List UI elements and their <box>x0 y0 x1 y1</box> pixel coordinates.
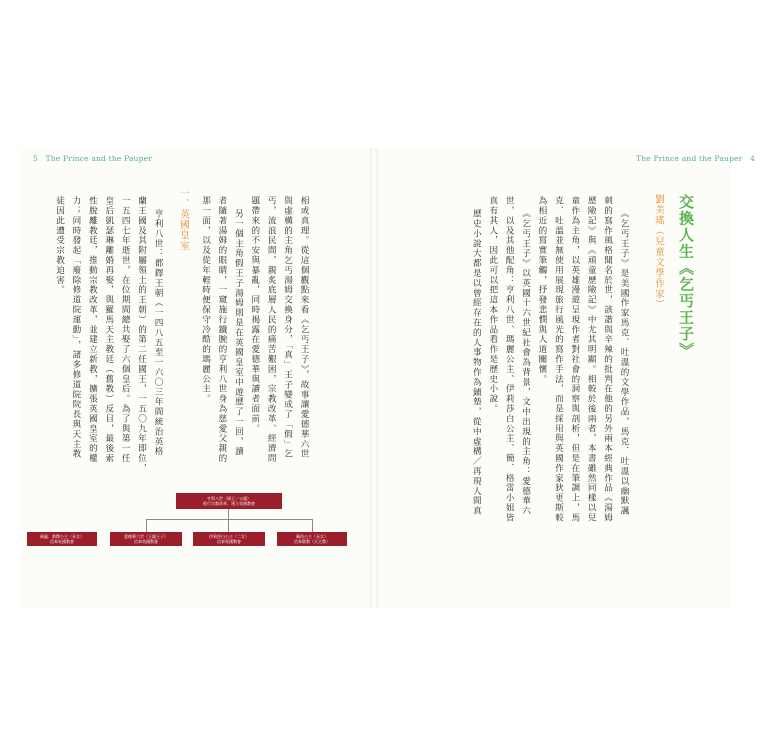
section-heading: 一、英國皇室 <box>178 188 189 251</box>
tree-root-subtitle: 推行宗教改革、建立英國教會 <box>203 501 255 506</box>
left-body-text-upper <box>196 196 312 464</box>
author-line <box>651 194 665 310</box>
left-page-number: 5 <box>33 154 38 163</box>
paragraph-line: 歷險記》與《頑童歷險記》中尤其明顯。相較於後兩者，本書雖然同樣以兒 <box>586 196 597 523</box>
book-gutter <box>370 148 378 608</box>
paragraph-line: 那一面，以及從年輕時便保守冷酷的瑪麗公主。 <box>200 196 211 404</box>
tree-connector-drop <box>228 519 229 532</box>
tree-root-henry-viii <box>176 493 282 509</box>
paragraph-line: 亨利八世：都鐸王朝（一四八五至一六〇三年間統治英格 <box>153 208 163 457</box>
paragraph-line: 徒因此遭受宗教迫害。 <box>54 196 65 295</box>
chapter-title: 交換人生《乞丐王子》 <box>677 194 695 359</box>
tree-child <box>27 532 97 546</box>
tree-child-title: 瑪麗．都鐸公主（長女） <box>40 534 84 539</box>
tree-child-subtitle: 信奉舊教（天主教） <box>294 539 330 544</box>
paragraph-line: 皇后凱瑟琳離婚再娶，與羅馬天主教廷（舊教）反目，最後索 <box>103 196 114 464</box>
paragraph-line: 歷史小說大都是以曾經存在的人事物作為鋪墊，從中虛構／再現人間真 <box>471 208 482 516</box>
paragraph-line: 蘭王國及其附屬領土的王朝）的第二任國王，一五〇九年即位， <box>136 196 147 474</box>
right-body-text <box>472 196 632 548</box>
paragraph-line: 刺的寫作風格聞名於世，該諧與辛辣的批判在他的另外兩本經典作品《湯姆 <box>602 196 613 523</box>
author-name: 劉美瑤 <box>653 194 664 226</box>
tree-root-title: 亨利八世（國王／父親） <box>207 496 251 501</box>
left-body-text-lower <box>50 196 166 474</box>
tree-child-title: 愛德華六世（王儲王子） <box>124 534 168 539</box>
paragraph-line: 真有其人，因此可以把這本作品看作是歷史小說。 <box>487 196 498 414</box>
paragraph-line: 另一個主角假王子湯姆則是在英國皇室中遊歷了一回，讀 <box>233 208 244 457</box>
tree-child-subtitle: 信奉英國教會 <box>134 539 158 544</box>
paragraph-line: 童作為主角，以英雄漫遊呈現作者對社會的洞察與剖析，但是在筆調上，馬 <box>569 196 580 523</box>
tree-connector-vertical <box>228 509 229 519</box>
left-header-title: The Prince and the Pauper <box>45 154 153 163</box>
tree-child <box>193 532 265 546</box>
paragraph-line: 相或真理。從這個觀點來看《乞丐王子》，故事讓愛德華六世 <box>299 196 309 459</box>
paragraph-line: 世，以及其他配角：亨利八世、瑪麗公主、伊莉莎白公主、簡．格雷小姐皆 <box>504 196 515 523</box>
paragraph-line: 性脫離教廷，推動宗教改革，並建立新教，擴張英國皇室的權 <box>87 196 98 464</box>
tree-child-title: 珮西公主（長女） <box>296 534 328 539</box>
tree-connector-drop <box>312 519 313 532</box>
paragraph-line: 力；同時發起「廢除修道院運動」，諸多修道院院長與天主教 <box>70 196 81 459</box>
paragraph-line: 題帶來的不安與暴亂，同時揭露在愛德華與讀者面前。 <box>249 196 260 434</box>
tree-child-title: 伊莉莎白公主（二女） <box>209 534 249 539</box>
left-running-header <box>28 154 152 163</box>
tree-child <box>277 532 347 546</box>
right-header-title: The Prince and the Pauper <box>636 154 743 163</box>
paragraph-line: 為相近的寫實筆觸，抒發悲憫與人道關懷。 <box>536 196 547 385</box>
tree-child <box>110 532 182 546</box>
paragraph-line: 《乞丐王子》以英國十六世紀社會為背景，文中出現的主角：愛德華六 <box>520 208 531 516</box>
paragraph-line: 者隨著湯姆的眼睛，一窺施行鐵腕的亨利八世身為慈愛父親的 <box>216 196 227 464</box>
author-role: （兒童文學作家） <box>653 225 664 310</box>
paragraph-line: 一五四七年逝世，在位期間總共娶了六個皇后。為了與第一任 <box>120 196 131 464</box>
right-page-number: 4 <box>750 154 756 163</box>
tree-child-subtitle: 信奉英國教會 <box>217 539 241 544</box>
paragraph-line: 克．吐溫並無使用展現旅行風光的寫作手法，而是採用與英國作家狄更斯較 <box>553 196 564 523</box>
paragraph-line: 丐，流浪民間，親炙底層人民的痛苦艱困，宗教改革、經濟問 <box>266 196 277 464</box>
tree-connector-horizontal <box>146 519 312 520</box>
tree-connector-drop <box>146 519 147 532</box>
tree-child-subtitle: 信奉英國教會 <box>50 539 74 544</box>
paragraph-line: 與虛構的主角乞丐湯姆交換身分，「真」王子變成了「假」乞 <box>282 196 293 459</box>
right-running-header <box>636 154 760 163</box>
paragraph-line: 《乞丐王子》是美國作家馬克．吐溫的文學作品，馬克．吐溫以幽默諷 <box>619 208 629 516</box>
